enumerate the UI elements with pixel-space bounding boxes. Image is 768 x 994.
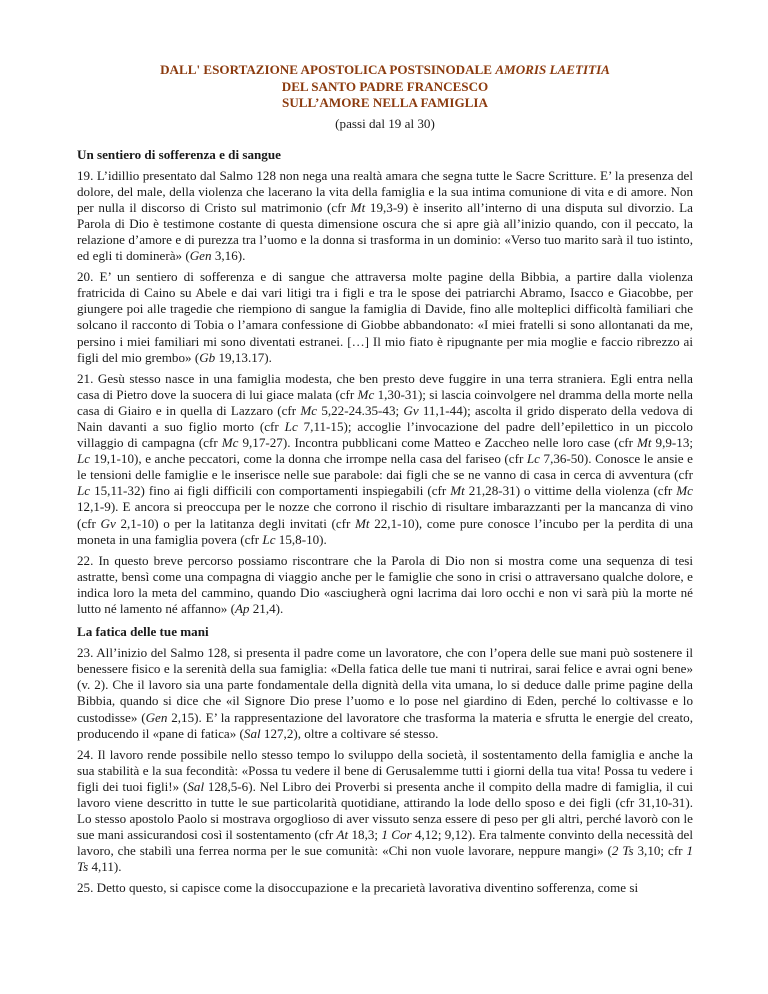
document-page	[77, 62, 693, 897]
section-heading: Un sentiero di sofferenza e di sangue	[77, 146, 281, 162]
document-subtitle: (passi dal 19 al 30)	[335, 115, 435, 131]
title-line-3: SULL’AMORE NELLA FAMIGLIA	[282, 95, 488, 110]
title-line-2: DEL SANTO PADRE FRANCESCO	[281, 78, 489, 94]
paragraph-20: 20. E’ un sentiero di sofferenza e di sangue che attraversa molte pagine della Bibbia, a partire dalla violenza fratricida di Caino su Abele e dai vari litigi tra i figli e tra le spose dei patriarchi Abramo, Isacco e Giacobbe, per giungere poi alle tragedie che riempiono di sangue la famiglia di Davide, fino alle molteplici difficoltà familiari che solcano il racconto di Tobia o l’amara confessione di Giobbe abbandonato: «I miei fratelli si sono allontanati da me, persino i miei familiari mi sono diventati estranei. […] Il mio fiato è ripugnante per mia moglie e faccio ribrezzo ai figli del mio grembo» (Gb 19,13.17).	[77, 269, 693, 365]
paragraph-23: 23. All’inizio del Salmo 128, si presenta il padre come un lavoratore, che con l’opera delle sue mani può sostenere il benessere fisico e la serenità della sua famiglia: «Della fatica delle tue mani ti nutrirai, sarai felice e avrai ogni bene» (v. 2). Che il lavoro sia una parte fondamentale della dignità della vita umana, lo si deduce dalle prime pagine della Bibbia, quando si dice che «il Signore Dio prese l’uomo e lo pose nel giardino di Eden, perché lo coltivasse e lo custodisse» (Gen 2,15). E’ la rappresentazione del lavoratore che trasforma la materia e sfrutta le energie del creato, producendo il «pane di fatica» (Sal 127,2), oltre a coltivare sé stesso.	[77, 645, 693, 741]
paragraph-22: 22. In questo breve percorso possiamo riscontrare che la Parola di Dio non si mostra come una sequenza di tesi astratte, bensì come una compagna di viaggio anche per le famiglie che sono in crisi o attraversano qualche dolore, e indica loro la meta del cammino, quando Dio «asciugherà ogni lacrima dai loro occhi e non vi sarà più la morte né lutto né lamento né affanno» (Ap 21,4).	[77, 552, 693, 617]
paragraph-19: 19. L’idillio presentato dal Salmo 128 non nega una realtà amara che segna tutte le Sacre Scritture. E’ la presenza del dolore, del male, della violenza che lacerano la vita della famiglia e la sua intima comunione di vita e di amore. Non per nulla il discorso di Cristo sul matrimonio (cfr Mt 19,3-9) è inserito all’interno di una disputa sul divorzio. La Parola di Dio è testimone costante di questa dimensione oscura che si apre già all’inizio quando, con il peccato, la relazione d’amore e di purezza tra l’uomo e la donna si trasforma in un dominio: «Verso tuo marito sarà il tuo istinto, ed egli ti dominerà» (Gen 3,16).	[77, 167, 693, 264]
section-heading: La fatica delle tue mani	[77, 624, 209, 640]
paragraph-25: 25. Detto questo, si capisce come la disoccupazione e la precarietà lavorativa diventino sofferenza, come si	[77, 880, 639, 896]
paragraph-21: 21. Gesù stesso nasce in una famiglia modesta, che ben presto deve fuggire in una terra straniera. Egli entra nella casa di Pietro dove la suocera di lui giace malata (cfr Mc 1,30-31); si lascia coinvolgere nel dramma della morte nella casa di Giairo e in quella di Lazzaro (cfr Mc 5,22-24.35-43; Gv 11,1-44); ascolta il grido disperato della vedova di Nain davanti a suo figlio morto (cfr Lc 7,11-15); accoglie l’invocazione del padre dell’epilettico in un piccolo villaggio di campagna (cfr Mc 9,17-27). Incontra pubblicani come Matteo e Zaccheo nelle loro case (cfr Mt 9,9-13; Lc 19,1-10), e anche peccatori, come la donna che irrompe nella casa del fariseo (cfr Lc 7,36-50). Conosce le ansie e le tensioni delle famiglie e le inserisce nelle sue parabole: dai figli che se ne vanno di casa in cerca di avventura (cfr Lc 15,11-32) fino ai figli difficili con comportamenti inspiegabili (cfr Mt 21,28-31) o vittime della violenza (cfr Mc 12,1-9). E ancora si preoccupa per le nozze che corrono il rischio di risultare imbarazzanti per la mancanza di vino (cfr Gv 2,1-10) o per la latitanza degli invitati (cfr Mt 22,1-10), come pure conosce l’incubo per la perdita di una moneta in una famiglia povera (cfr Lc 15,8-10).	[77, 370, 694, 547]
paragraph-24: 24. Il lavoro rende possibile nello stesso tempo lo sviluppo della società, il sostentamento della famiglia e anche la sua stabilità e la sua fecondità: «Possa tu vedere il bene di Gerusalemme tutti i giorni della tua vita! Possa tu vedere i figli dei tuoi figli!» (Sal 128,5-6). Nel Libro dei Proverbi si presenta anche il compito della madre di famiglia, il cui lavoro viene descritto in tutte le sue particolarità quotidiane, attirando la lode dello sposo e dei figli (cfr 31,10-31). Lo stesso apostolo Paolo si mostrava orgoglioso di aver vissuto senza essere di peso per gli altri, perché lavorò con le sue mani assicurandosi così il sostentamento (cfr At 18,3; 1 Cor 4,12; 9,12). Era talmente convinto della necessità del lavoro, che stabilì una ferrea norma per le sue comunità: «Chi non vuole lavorare, neppure mangi» (2 Ts 3,10; cfr 1 Ts 4,11).	[77, 746, 694, 875]
title-line-1: DALL' ESORTAZIONE APOSTOLICA POSTSINODALE AMORIS LAETITIA	[160, 62, 610, 77]
document-title	[77, 62, 693, 112]
